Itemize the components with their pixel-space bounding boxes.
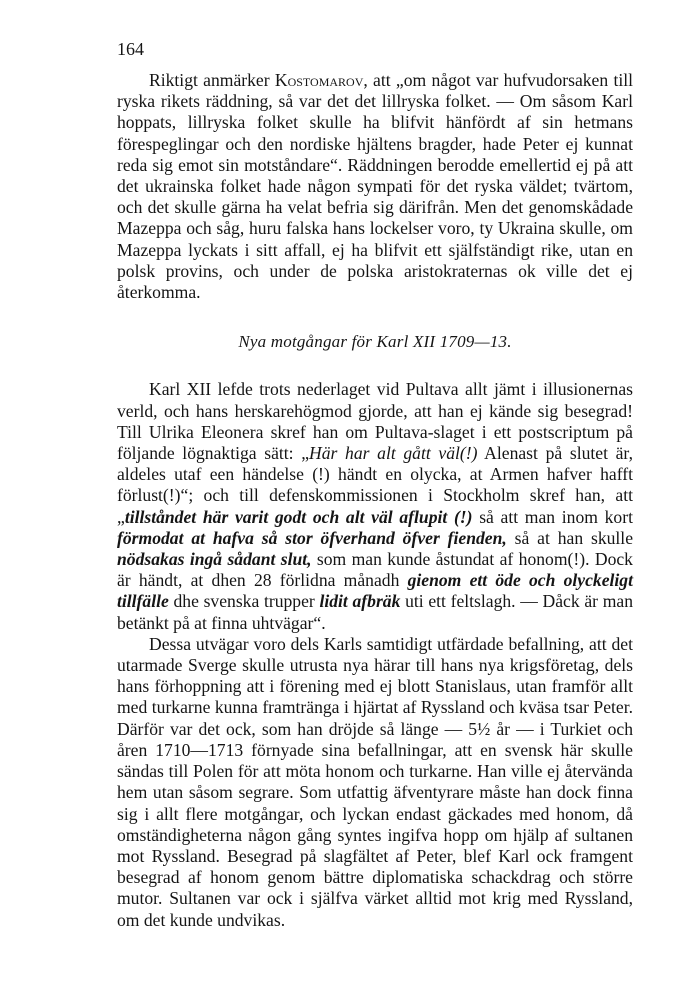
book-page xyxy=(117,38,633,931)
quoted-phrase: nödsakas ingå sådant slut, xyxy=(117,549,312,570)
paragraph-text: Riktigt anmärker xyxy=(149,70,275,90)
paragraph-kostomarov xyxy=(117,70,633,303)
quoted-phrase: gienom ett öde och olyckeligt tillfälle xyxy=(117,570,633,612)
paragraph-karl-xii xyxy=(117,379,633,633)
paragraph-text: , att „om något var hufvudorsaken till ryska rikets räddning, så var det det lillryska folket. — Om såsom Karl hoppats, lillryska folket skulle ha blifvit hänfördt af sin hetmans förespeglingar och den nordiske hjältens bragder, hade Peter ej kunnat reda sig emot sin motståndare“. Räddningen berodde emellertid ej på att det ukrainska folket hade någon sympati för det ryska väldet; tvärtom, och det skulle gärna ha velat befria sig därifrån. Men det genomskådade Mazeppa och såg, huru falska hans lockelser voro, ty Ukraina skulle, om Mazeppa lyckats i sitt affall, ej ha blifvit ett själfständigt rike, utan en polsk provins, och under de polska aristokraternas ok ville det ej återkomma. xyxy=(117,70,633,303)
paragraph-text: Alenast på slutet är, aldeles utaf een händelse (!) händt en olycka, at Armen hafver hafft förlust(!)“; och till defenskommissionen i Stockholm skref han, att „ xyxy=(117,443,633,527)
author-name: Kostomarov xyxy=(274,70,364,90)
paragraph-text: så at han skulle xyxy=(506,527,634,548)
paragraph-text: uti ett feltslagh. — Dåck är man betänkt på at finna uhtvägar“. xyxy=(117,591,633,633)
paragraph-text: som man kunde åstundat af honom(!). Dock är händt, at dhen 28 förlidna månadh xyxy=(117,549,633,591)
paragraph-text: Karl XII lefde trots nederlaget vid Pultava allt jämt i illusionernas verld, och hans herskarehögmod gjorde, att han ej kände sig besegrad! Till Ulrika Eleonera skref han om Pultava-slaget i ett postscriptum på följande lögnaktiga sätt: „ xyxy=(117,379,633,464)
quoted-phrase: förmodat at hafva så stor öfverhand öfver fienden, xyxy=(117,527,507,548)
paragraph-text: dhe svenska trupper xyxy=(168,591,320,612)
quoted-phrase: tillståndet här varit godt och alt väl aflupit (!) xyxy=(124,506,473,527)
section-heading: Nya motgångar för Karl XII 1709—13. xyxy=(238,332,512,352)
page-number: 164 xyxy=(117,39,144,59)
quoted-phrase: lidit afbräk xyxy=(319,591,401,612)
quoted-phrase: Här har alt gått väl(!) xyxy=(309,443,478,464)
paragraph-text: så att man inom kort xyxy=(472,506,633,527)
paragraph-utvagar: Dessa utvägar voro dels Karls samtidigt utfärdade befallning, att det utarmade Sverge skulle utrusta nya härar till hans nya krigsföretag, dels hans förhoppning att i förening med ej blott Stanislaus, utan framför allt med turkarne kunna framtränga i hjärtat af Ryssland och kväsa tsar Peter. Därför var det ock, som han dröjde så länge — 5½ år — i Turkiet och åren 1710—1713 förnyade sina befallningar, att en svensk här skulle sändas till Polen för att möta honom och turkarne. Han ville ej återvända hem utan såsom segrare. Som utfattig äfventyrare måste han dock finna sig i allt flere motgångar, och lyckan endast gäckades med honom, då omständigheterna någon gång syntes ingifva hopp om hjälp af sultanen mot Ryssland. Besegrad på slagfältet af Peter, blef Karl ock framgent besegrad af honom genom bättre diplomatiska schackdrag och större mutor. Sultanen var ock i själfva värket alltid mot krig med Ryssland, om det kunde undvikas. xyxy=(117,633,633,930)
